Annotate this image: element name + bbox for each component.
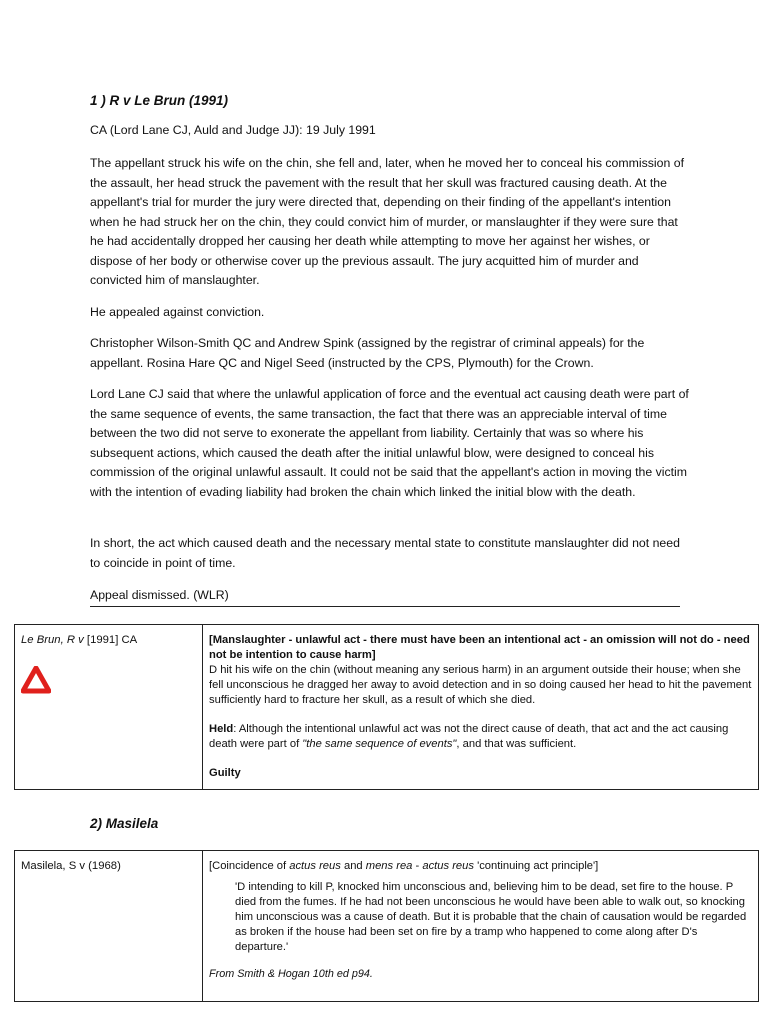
case-facts: D hit his wife on the chin (without meaning any serious harm) in an argument outside their house; when she fell unconscious he dragged her away to avoid detection and in so doing caused her head to hit the pavement sufficiently hard to fracture her skull, as a result of which she died. [209, 664, 752, 706]
paragraph-judgment: Lord Lane CJ said that where the unlawful application of force and the eventual act causing death were part of the same sequence of events, the same transaction, the fact that there was an appreciable interval of time between the two did not serve to exonerate the appellant from liability. Certainly that was so where his subsequent actions, which caused the death after the initial unlawful blow, were designed to conceal his commission of the original unlawful assault. It could not be said that the appellant's action in moving the victim with the intention of evading liability had broken the chain which linked the initial blow with the death. [90, 387, 689, 499]
case-name [21, 633, 196, 648]
held-text-end: , and that was sufficient. [456, 738, 577, 750]
case-held [209, 722, 752, 752]
held-label: Held [209, 723, 234, 735]
section-divider [90, 606, 680, 607]
table-row [15, 625, 759, 790]
paragraph-summary: In short, the act which caused death and the necessary mental state to constitute manslaughter did not need to coincide in point of time. [90, 536, 680, 570]
case-source: From Smith & Hogan 10th ed p94. [209, 968, 373, 980]
case-heading-masilela: 2) Masilela [90, 816, 159, 831]
headnote-part: [Coincidence of [209, 860, 290, 872]
paragraph-result: Appeal dismissed. (WLR) [90, 588, 229, 602]
headnote-actus-reus: actus reus [422, 860, 474, 872]
case-name-citation: [1991] CA [83, 634, 138, 646]
headnote-part: 'continuing act principle'] [473, 860, 599, 872]
paragraph-counsel: Christopher Wilson-Smith QC and Andrew Spink (assigned by the registrar of criminal appeals) for the appellant. Rosina Hare QC and Nigel Seed (instructed by the CPS, Plymouth) for the Crown. [90, 336, 645, 370]
case-summary-cell [203, 851, 759, 1002]
court-line: CA (Lord Lane CJ, Auld and Judge JJ): 19 July 1991 [90, 123, 376, 137]
headnote-part: - [412, 860, 423, 872]
case-headnote [209, 859, 752, 874]
headnote-part: and [340, 860, 366, 872]
held-quote: "the same sequence of events" [302, 738, 457, 750]
headnote-mens-rea: mens rea [365, 860, 413, 872]
case-heading-le-brun: 1 ) R v Le Brun (1991) [90, 93, 229, 108]
case-name: Masilela, S v (1968) [21, 860, 121, 872]
headnote-actus-reus: actus reus [289, 860, 341, 872]
case-summary-cell [203, 625, 759, 790]
paragraph-facts: The appellant struck his wife on the chin, she fell and, later, when he moved her to conceal his commission of the assault, her head struck the pavement with the result that her skull was fractured causing death. At the appellant's trial for murder the jury were directed that, depending on their finding of the appellant's intention when he had struck her on the chin, they could convict him of murder, or manslaughter if they were sure that he had accidentally dropped her causing her death while attempting to move her against her wishes, or dispose of her body or otherwise cover up the previous assault. The jury acquitted him of murder and convicted him of manslaughter. [90, 156, 684, 287]
case-table-masilela [14, 850, 759, 1002]
paragraph-appeal: He appealed against conviction. [90, 305, 265, 319]
case-headnote: [Manslaughter - unlawful act - there must have been an intentional act - an omission will not do - need not be intention to cause harm] [209, 634, 750, 661]
case-quote: 'D intending to kill P, knocked him unconscious and, believing him to be dead, set fire to the house. P died from the fumes. If he had not been unconscious he would have been able to walk out, so knocking him unconscious was a cause of death. But it is probable that the chain of causation would be regarded as broken if the house had been set on fire by a tramp who happened to come along after D's departure.' [235, 881, 747, 953]
case-name-cell [15, 851, 203, 1002]
held-text: : Although the intentional unlawful act was not the direct cause of death, that act and the act causing death were part of [209, 723, 729, 750]
case-name-cell [15, 625, 203, 790]
warning-triangle-icon [21, 666, 51, 694]
case-verdict: Guilty [209, 767, 241, 779]
table-row [15, 851, 759, 1002]
case-name-italic: Le Brun, R v [21, 634, 84, 646]
case-table-le-brun [14, 624, 759, 790]
